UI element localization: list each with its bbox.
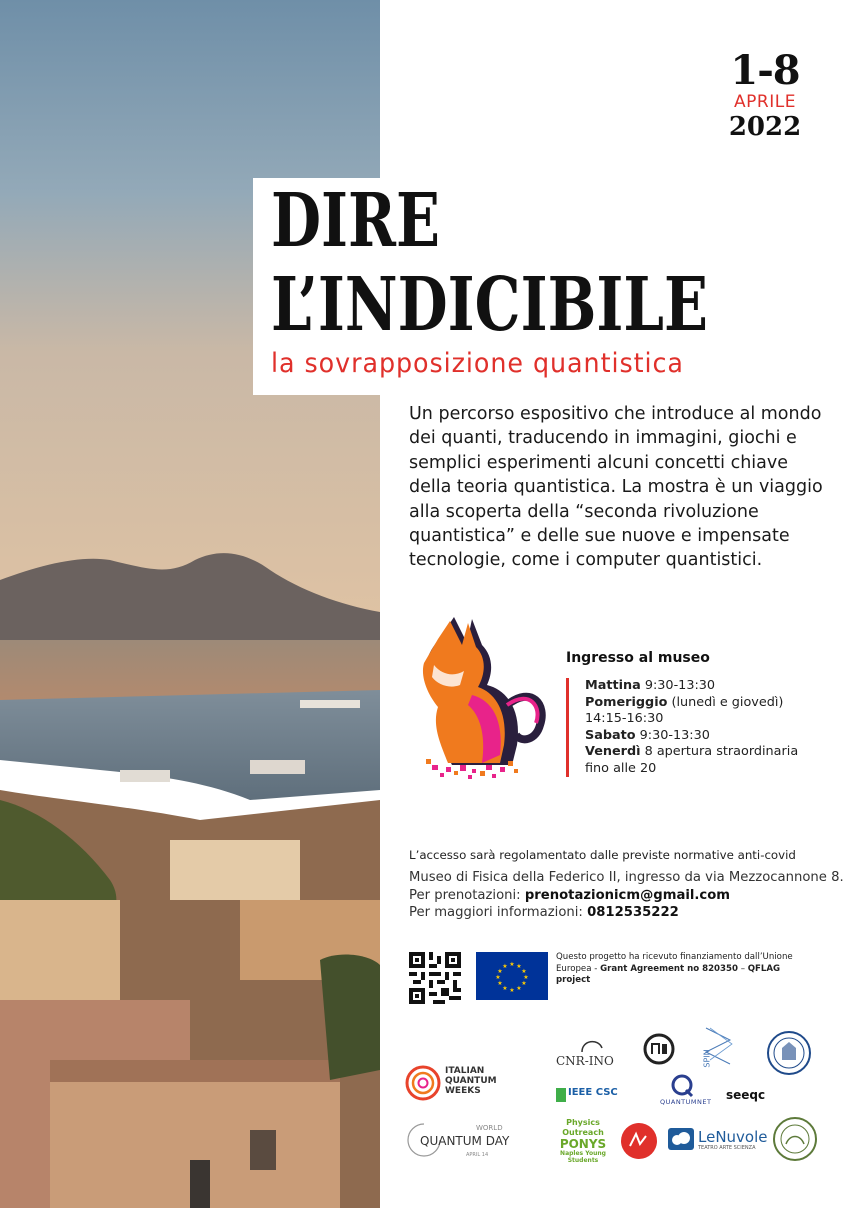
ponys-line-1: Physics <box>566 1118 600 1127</box>
hours-list <box>566 678 816 777</box>
booking-line <box>409 887 849 905</box>
ieee-csc-logo <box>556 1086 631 1104</box>
red-circle-logo <box>620 1122 658 1160</box>
ponys-logo <box>558 1118 608 1164</box>
friday-label: Venerdì <box>585 744 641 759</box>
funding-text: Questo progetto ha ricevuto finanziamento dall’Unione Europea - <box>556 952 793 974</box>
svg-text:★: ★ <box>502 985 508 992</box>
eu-flag <box>476 952 548 1000</box>
iom-logo <box>642 1032 676 1066</box>
cnr-text: CNR-INO <box>556 1054 614 1068</box>
quantum-cat-illustration <box>412 615 552 780</box>
hours-morning <box>585 678 816 695</box>
svg-text:★: ★ <box>495 974 501 981</box>
museum-address: Museo di Fisica della Federico II, ingresso da via Mezzocannone 8. <box>409 870 844 885</box>
intro-paragraph: Un percorso espositivo che introduce al mondo dei quanti, traducendo in immagini, giochi e semplici esperimenti alcuni concetti chiave della teoria quantistica. La mostra è un viaggio alla scoperta della “seconda rivoluzione quantistica” e delle sue nuove e impensate tecnologie, come i computer quantistici. <box>409 404 823 571</box>
qflag-project: QFLAG project <box>556 963 781 985</box>
italian-quantum-weeks-logo <box>404 1064 524 1102</box>
svg-text:★: ★ <box>509 987 515 994</box>
wqd-date: APRIL 14 <box>466 1152 489 1158</box>
hours-saturday <box>585 728 816 745</box>
subtitle: la sovrapposizione quantistica <box>271 348 684 379</box>
morning-label: Mattina <box>585 678 641 693</box>
hours-friday <box>585 744 816 761</box>
lenuvole-subtext: TEATRO ARTE SCIENZA <box>698 1145 756 1151</box>
ponys-line-5: Students <box>567 1157 599 1164</box>
booking-email[interactable]: prenotazionicm@gmail.com <box>524 887 731 903</box>
svg-text:★: ★ <box>497 980 503 987</box>
afternoon-note: (lunedì e giovedì) <box>671 694 784 710</box>
date-year: 2022 <box>728 112 802 142</box>
contact-info <box>409 869 849 922</box>
opening-hours <box>566 650 816 777</box>
phone-number[interactable]: 0812535222 <box>587 905 679 920</box>
title-box <box>253 178 823 395</box>
booking-label: Per prenotazioni: <box>409 887 521 903</box>
funding-dash: – <box>740 963 745 974</box>
funding-note <box>556 952 796 987</box>
seeqc-logo: seeqc <box>726 1088 766 1102</box>
afternoon-label: Pomeriggio <box>585 694 668 710</box>
ponys-line-4: Naples Young <box>560 1150 606 1157</box>
ponys-line-3: PONYS <box>559 1137 607 1151</box>
circular-seal-logo <box>772 1116 818 1162</box>
ponys-line-2: Outreach <box>562 1128 604 1137</box>
svg-text:★: ★ <box>502 963 508 970</box>
spin-logo <box>702 1024 736 1076</box>
wqd-name: QUANTUM DAY <box>420 1134 510 1148</box>
lenuvole-text: LeNuvole <box>698 1128 768 1146</box>
qr-code[interactable] <box>409 952 461 1004</box>
svg-text:★: ★ <box>523 974 529 981</box>
title-line-1: DIRE <box>271 178 441 264</box>
friday-extra: fino alle 20 <box>585 760 657 776</box>
friday-value: 8 apertura straordinaria <box>644 744 799 759</box>
lenuvole-logo <box>668 1128 768 1154</box>
svg-text:★: ★ <box>521 980 527 987</box>
date-month: APRILE <box>734 92 796 112</box>
saturday-label: Sabato <box>585 727 636 743</box>
svg-text:★: ★ <box>521 968 527 975</box>
access-note: L’accesso sarà regolamentato dalle previste normative anti-covid <box>409 848 796 862</box>
svg-text:★: ★ <box>516 963 522 970</box>
svg-text:★: ★ <box>509 961 515 968</box>
date-days: 1-8 <box>730 47 800 94</box>
spin-text: SPIN <box>702 1049 712 1068</box>
saturday-value: 9:30-13:30 <box>639 727 710 743</box>
title-line-2: L’INDICIBILE <box>271 262 708 348</box>
federico-ii-seal <box>766 1030 812 1076</box>
cnr-ino-logo <box>556 1040 626 1072</box>
quantumnet-logo <box>656 1074 712 1110</box>
world-quantum-day-logo <box>404 1120 524 1162</box>
iqw-line-3: WEEKS <box>445 1086 481 1096</box>
event-date <box>710 47 820 142</box>
info-line <box>409 904 849 922</box>
iqw-text <box>445 1066 497 1096</box>
more-info-label: Per maggiori informazioni: <box>409 905 583 920</box>
iqw-line-1: ITALIAN <box>445 1066 485 1076</box>
svg-text:★: ★ <box>516 985 522 992</box>
hours-afternoon <box>585 695 816 712</box>
iqw-line-2: QUANTUM <box>445 1076 497 1086</box>
quantumnet-text: QUANTUMNET <box>660 1098 712 1106</box>
morning-value: 9:30-13:30 <box>644 678 716 693</box>
afternoon-value: 14:15-16:30 <box>585 711 664 726</box>
svg-text:★: ★ <box>497 968 503 975</box>
hours-heading: Ingresso al museo <box>566 650 710 666</box>
wqd-world: WORLD <box>476 1124 503 1132</box>
ieee-text: IEEE CSC <box>568 1087 618 1098</box>
grant-agreement: Grant Agreement no 820350 <box>600 963 738 974</box>
